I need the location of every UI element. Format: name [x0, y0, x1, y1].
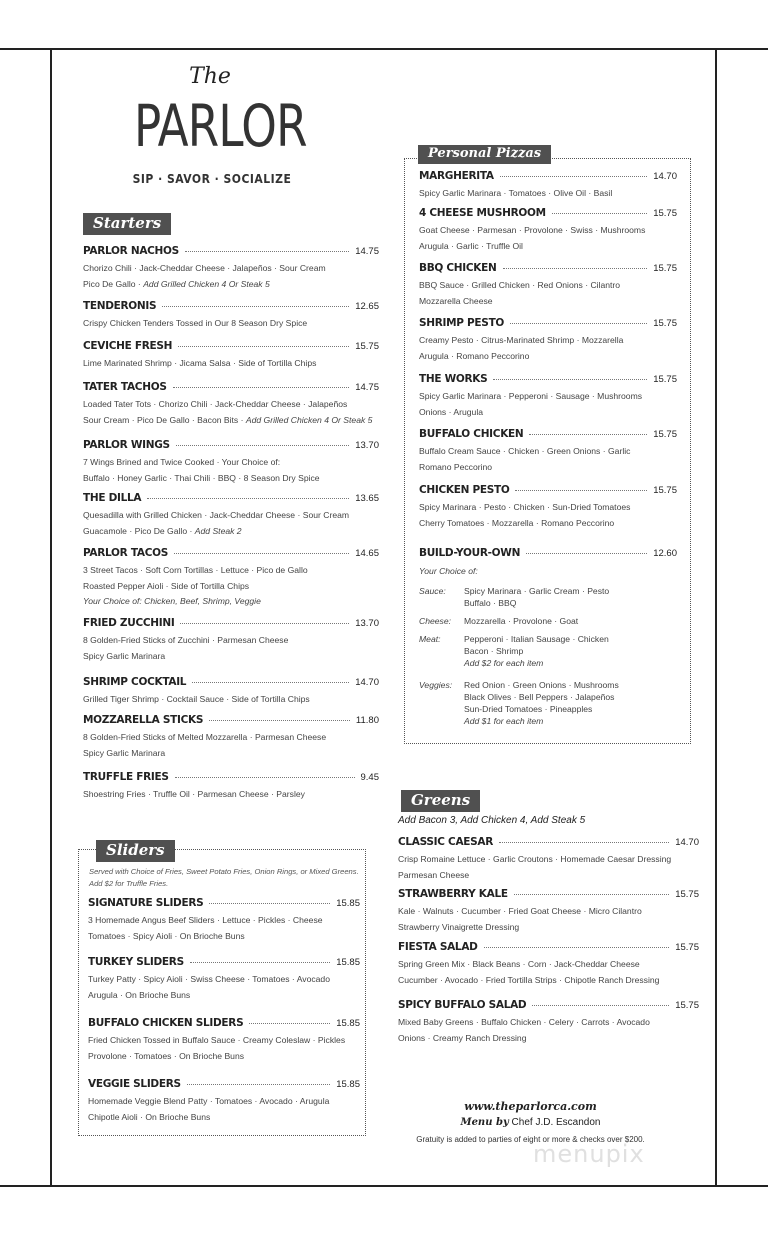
starters-item-name: PARLOR NACHOS: [83, 245, 179, 257]
pizzas-item-desc: [419, 186, 677, 202]
leader-dots: [249, 1023, 330, 1024]
desc-line-1: BBQ Sauce · Grilled Chicken · Red Onions · Cilantro: [419, 280, 621, 290]
leader-dots: [173, 387, 350, 388]
starters-item-desc: [83, 397, 379, 428]
pizzas-item-price: 15.75: [653, 263, 677, 274]
pizzas-item-price: 15.75: [653, 429, 677, 440]
footer-chef: Chef J.D. Escandon: [511, 1117, 601, 1128]
desc-line-1: Loaded Tater Tots · Chorizo Chili · Jack-Cheddar Cheese · Jalapeños: [83, 399, 348, 409]
starters-item-price: 11.80: [355, 715, 379, 726]
desc-line-1: Crisp Romaine Lettuce · Garlic Croutons · Homemade Caesar Dressing: [398, 854, 672, 864]
sliders-heading: Sliders: [96, 840, 175, 862]
desc-line-1: 3 Street Tacos · Soft Corn Tortillas · Lettuce · Pico de Gallo: [83, 565, 308, 575]
pizzas-item-desc: [419, 500, 677, 531]
greens-item-name: STRAWBERRY KALE: [398, 888, 508, 900]
sliders-item: [88, 956, 360, 1003]
desc-line-2-text: Sour Cream · Pico De Gallo · Bacon Bits ·: [83, 414, 246, 425]
desc-line-2-addon: Add Grilled Chicken 4 Or Steak 5: [245, 414, 373, 425]
sliders-item: [88, 1017, 360, 1064]
desc-line-2: [419, 460, 677, 476]
starters-item: [83, 492, 379, 539]
desc-line-2: [398, 920, 699, 936]
greens-item-price: 15.75: [675, 1000, 699, 1011]
leader-dots: [503, 268, 648, 269]
greens-item-desc: [398, 1015, 699, 1046]
sliders-item-desc: [88, 913, 360, 944]
pizzas-item: [419, 484, 677, 531]
footer-url: www.theparlorca.com: [464, 1100, 597, 1113]
desc-line-1: 8 Golden-Fried Sticks of Zucchini · Parmesan Cheese: [83, 635, 289, 645]
pizzas-item-desc: [419, 333, 677, 364]
greens-item-name: SPICY BUFFALO SALAD: [398, 999, 527, 1011]
leader-dots: [185, 251, 349, 252]
pizzas-item-desc: [419, 223, 677, 254]
pizzas-item-name: MARGHERITA: [419, 170, 494, 182]
desc-line-2: [88, 1110, 360, 1126]
sliders-item-name: VEGGIE SLIDERS: [88, 1078, 181, 1090]
desc-line-2-text: Arugula · Romano Peccorino: [419, 350, 530, 361]
byo-sauce-line-2: Buffalo · BBQ: [464, 598, 517, 608]
byo-meat-label: Meat:: [419, 634, 441, 644]
starters-item-name: TATER TACHOS: [83, 381, 167, 393]
byo-cheese-label: Cheese:: [419, 616, 452, 626]
greens-item-name: CLASSIC CAESAR: [398, 836, 494, 848]
greens-item: [398, 941, 699, 988]
desc-line-1: Lime Marinated Shrimp · Jicama Salsa · Side of Tortilla Chips: [83, 358, 317, 368]
byo-veg-label: Veggies:: [419, 680, 453, 690]
starters-item-desc: [83, 563, 379, 610]
desc-line-2-text: Onions · Creamy Ranch Dressing: [398, 1032, 527, 1043]
pizzas-item-desc: [419, 444, 677, 475]
desc-line-1: Quesadilla with Grilled Chicken · Jack-Cheddar Cheese · Sour Cream: [83, 510, 350, 520]
pizzas-item-desc: [419, 389, 677, 420]
brand-tagline: SIP · SAVOR · SOCIALIZE: [132, 172, 292, 186]
starters-item: [83, 340, 379, 372]
desc-line-1: Grilled Tiger Shrimp · Cocktail Sauce · Side of Tortilla Chips: [83, 694, 310, 704]
starters-item-desc: [83, 316, 379, 332]
starters-item-desc: [83, 787, 379, 803]
desc-line-2-text: Provolone · Tomatoes · On Brioche Buns: [88, 1050, 245, 1061]
starters-item: [83, 714, 379, 761]
desc-line-2: [83, 277, 379, 293]
desc-line-2: [419, 294, 677, 310]
desc-line-1: Chorizo Chili · Jack-Cheddar Cheese · Jalapeños · Sour Cream: [83, 263, 326, 273]
greens-item-desc: [398, 904, 699, 935]
desc-line-2-text: Cherry Tomatoes · Mozzarella · Romano Peccorino: [419, 517, 615, 528]
pizzas-item-name: SHRIMP PESTO: [419, 317, 505, 329]
greens-item: [398, 836, 699, 883]
leader-dots: [552, 213, 647, 214]
leader-dots: [209, 903, 330, 904]
desc-line-2: [83, 471, 379, 487]
leader-dots: [510, 323, 647, 324]
greens-item-name: FIESTA SALAD: [398, 941, 478, 953]
pizzas-item: [419, 262, 677, 309]
sliders-item-name: SIGNATURE SLIDERS: [88, 897, 204, 909]
pizzas-item-desc: [419, 278, 677, 309]
starters-item-desc: [83, 261, 379, 292]
starters-item-name: PARLOR WINGS: [83, 439, 170, 451]
desc-line-2-text: Buffalo · Honey Garlic · Thai Chili · BBQ · 8 Season Dry Spice: [83, 472, 320, 483]
starters-item-desc: [83, 356, 379, 372]
starters-item-price: 12.65: [355, 301, 379, 312]
pizzas-item: [419, 373, 677, 420]
leader-dots: [180, 623, 349, 624]
starters-item: [83, 676, 379, 708]
desc-line-1: 3 Homemade Angus Beef Sliders · Lettuce · Pickles · Cheese: [88, 915, 323, 925]
desc-line-1: Spicy Garlic Marinara · Pepperoni · Sausage · Mushrooms: [419, 391, 643, 401]
byo-meat-line-3: Add $2 for each item: [464, 658, 544, 668]
sliders-item-price: 15.85: [336, 1079, 360, 1090]
starters-item-desc: [83, 692, 379, 708]
byo-veg-line-1: Red Onion · Green Onions · Mushrooms: [464, 680, 619, 690]
pizzas-item-price: 15.75: [653, 318, 677, 329]
leader-dots: [174, 553, 349, 554]
greens-item-price: 15.75: [675, 942, 699, 953]
starters-item-price: 14.75: [355, 246, 379, 257]
desc-line-2: [398, 868, 699, 884]
byo-leader-dots: [526, 553, 647, 554]
desc-line-2: [88, 929, 360, 945]
frame-top-rule: [0, 48, 768, 50]
sliders-item: [88, 897, 360, 944]
sliders-item-price: 15.85: [336, 957, 360, 968]
leader-dots: [192, 682, 349, 683]
leader-dots: [500, 176, 648, 177]
starters-item-name: PARLOR TACOS: [83, 547, 168, 559]
desc-line-2-text: Cucumber · Avocado · Fried Tortilla Strips · Chipotle Ranch Dressing: [398, 974, 660, 985]
starters-item-price: 14.70: [355, 677, 379, 688]
byo-name: BUILD-YOUR-OWN: [419, 547, 521, 559]
brand-the: The: [189, 64, 231, 89]
starters-item-name: SHRIMP COCKTAIL: [83, 676, 187, 688]
sliders-note-2: Add $2 for Truffle Fries.: [89, 879, 169, 888]
leader-dots: [514, 894, 670, 895]
desc-line-2-text: Strawberry Vinaigrette Dressing: [398, 921, 520, 932]
byo-meat-line-2: Bacon · Shrimp: [464, 646, 524, 656]
desc-line-1: Crispy Chicken Tenders Tossed in Our 8 Season Dry Spice: [83, 318, 308, 328]
frame-bottom-rule: [0, 1185, 768, 1187]
sliders-item: [88, 1078, 360, 1125]
leader-dots: [190, 962, 330, 963]
leader-dots: [209, 720, 350, 721]
desc-line-2-text: Guacamole · Pico De Gallo ·: [83, 525, 195, 536]
desc-line-1: 8 Golden-Fried Sticks of Melted Mozzarella · Parmesan Cheese: [83, 732, 327, 742]
byo-sauce-line-1: Spicy Marinara · Garlic Cream · Pesto: [464, 586, 610, 596]
desc-line-2-text: Pico De Gallo ·: [83, 278, 144, 289]
desc-line-2-text: Tomatoes · Spicy Aioli · On Brioche Buns: [88, 930, 245, 941]
desc-line-2-text: Roasted Pepper Aioli · Side of Tortilla Chips: [83, 580, 250, 591]
starters-item-name: THE DILLA: [83, 492, 142, 504]
leader-dots: [178, 346, 349, 347]
desc-line-1: Turkey Patty · Spicy Aioli · Swiss Cheese · Tomatoes · Avocado: [88, 974, 330, 984]
desc-line-3: Your Choice of: Chicken, Beef, Shrimp, Veggie: [83, 596, 261, 606]
desc-line-2-text: Romano Peccorino: [419, 461, 493, 472]
desc-line-2: [83, 579, 379, 595]
greens-item-desc: [398, 957, 699, 988]
pizzas-item-name: BBQ CHICKEN: [419, 262, 497, 274]
pizzas-item: [419, 317, 677, 364]
pizzas-item: [419, 428, 677, 475]
starters-item-price: 14.75: [355, 382, 379, 393]
desc-line-2: [88, 988, 360, 1004]
starters-item-name: FRIED ZUCCHINI: [83, 617, 175, 629]
starters-heading: Starters: [83, 213, 171, 235]
starters-item-desc: [83, 633, 379, 664]
byo-price: 12.60: [653, 548, 677, 559]
starters-item-name: MOZZARELLA STICKS: [83, 714, 204, 726]
footer-gratuity: Gratuity is added to parties of eight or more & checks over $200.: [416, 1135, 645, 1144]
starters-item-desc: [83, 455, 379, 486]
starters-item-price: 13.70: [355, 618, 379, 629]
pizzas-item-price: 15.75: [653, 208, 677, 219]
greens-heading: Greens: [401, 790, 480, 812]
desc-line-1: Spicy Marinara · Pesto · Chicken · Sun-Dried Tomatoes: [419, 502, 631, 512]
leader-dots: [147, 498, 349, 499]
starters-item: [83, 771, 379, 803]
desc-line-2: [88, 1049, 360, 1065]
desc-line-1: Kale · Walnuts · Cucumber · Fried Goat Cheese · Micro Cilantro: [398, 906, 642, 916]
desc-line-2-text: Arugula · Garlic · Truffle Oil: [419, 240, 523, 251]
pizzas-heading: Personal Pizzas: [418, 145, 551, 164]
byo-veg-line-3: Sun-Dried Tomatoes · Pineapples: [464, 704, 593, 714]
byo-item: [419, 547, 677, 559]
pizzas-item-name: BUFFALO CHICKEN: [419, 428, 524, 440]
desc-line-1: Spring Green Mix · Black Beans · Corn · Jack-Cheddar Cheese: [398, 959, 640, 969]
desc-line-2: [83, 649, 379, 665]
byo-veg-line-2: Black Olives · Bell Peppers · Jalapeños: [464, 692, 615, 702]
pizzas-item-name: THE WORKS: [419, 373, 488, 385]
starters-item-name: CEVICHE FRESH: [83, 340, 173, 352]
desc-line-2: [398, 1031, 699, 1047]
frame-left-rule: [50, 48, 52, 1187]
desc-line-1: Mixed Baby Greens · Buffalo Chicken · Celery · Carrots · Avocado: [398, 1017, 650, 1027]
starters-item-price: 13.65: [355, 493, 379, 504]
desc-line-2-addon: Add Grilled Chicken 4 Or Steak 5: [143, 278, 270, 289]
greens-item: [398, 888, 699, 935]
footer-menu-by: Menu by: [460, 1117, 509, 1128]
sliders-item-price: 15.85: [336, 1018, 360, 1029]
desc-line-2-text: Onions · Arugula: [419, 406, 484, 417]
starters-item-price: 14.65: [355, 548, 379, 559]
desc-line-2-addon: Add Steak 2: [194, 525, 242, 536]
desc-line-1: Fried Chicken Tossed in Buffalo Sauce · Creamy Coleslaw · Pickles: [88, 1035, 346, 1045]
leader-dots: [162, 306, 349, 307]
starters-item-desc: [83, 730, 379, 761]
byo-veg-line-4: Add $1 for each item: [464, 716, 544, 726]
sliders-item-desc: [88, 1094, 360, 1125]
sliders-item-desc: [88, 1033, 360, 1064]
leader-dots: [532, 1005, 669, 1006]
sliders-note: Served with Choice of Fries, Sweet Potato Fries, Onion Rings, or Mixed Greens.: [89, 867, 359, 876]
desc-line-1: Homemade Veggie Blend Patty · Tomatoes · Avocado · Arugula: [88, 1096, 330, 1106]
pizzas-item-name: 4 CHEESE MUSHROOM: [419, 207, 546, 219]
byo-meat-line-1: Pepperoni · Italian Sausage · Chicken: [464, 634, 609, 644]
byo-sauce-label: Sauce:: [419, 586, 446, 596]
starters-item-price: 13.70: [355, 440, 379, 451]
greens-note: Add Bacon 3, Add Chicken 4, Add Steak 5: [398, 815, 586, 826]
watermark-logo: menupix: [533, 1140, 645, 1168]
greens-item-price: 15.75: [675, 889, 699, 900]
byo-choice: Your Choice of:: [419, 566, 478, 576]
pizzas-item-price: 15.75: [653, 485, 677, 496]
desc-line-2-text: Spicy Garlic Marinara: [83, 650, 166, 661]
desc-line-1: Goat Cheese · Parmesan · Provolone · Swiss · Mushrooms: [419, 225, 646, 235]
desc-line-2: [398, 973, 699, 989]
sliders-item-price: 15.85: [336, 898, 360, 909]
desc-line-2: [83, 524, 379, 540]
pizzas-item-price: 14.70: [653, 171, 677, 182]
starters-item: [83, 617, 379, 664]
sliders-item-name: TURKEY SLIDERS: [88, 956, 184, 968]
byo-cheese-line-1: Mozzarella · Provolone · Goat: [464, 616, 579, 626]
starters-item: [83, 300, 379, 332]
desc-line-2: [419, 516, 677, 532]
starters-item-name: TENDERONIS: [83, 300, 157, 312]
desc-line-2-text: Arugula · On Brioche Buns: [88, 989, 191, 1000]
desc-line-2-text: Parmesan Cheese: [398, 869, 470, 880]
desc-line-2: [83, 413, 379, 429]
starters-item-desc: [83, 508, 379, 539]
footer-chef-line: [398, 1117, 663, 1128]
desc-line-2: [419, 239, 677, 255]
desc-line-1: Spicy Garlic Marinara · Tomatoes · Olive Oil · Basil: [419, 188, 613, 198]
leader-dots: [493, 379, 647, 380]
desc-line-2-text: Chipotle Aioli · On Brioche Buns: [88, 1111, 211, 1122]
greens-item-desc: [398, 852, 699, 883]
desc-line-2: [83, 746, 379, 762]
frame-right-rule: [715, 48, 717, 1187]
desc-line-2-text: Spicy Garlic Marinara: [83, 747, 166, 758]
desc-line-1: 7 Wings Brined and Twice Cooked · Your Choice of:: [83, 457, 281, 467]
pizzas-item-name: CHICKEN PESTO: [419, 484, 510, 496]
greens-item-price: 14.70: [675, 837, 699, 848]
leader-dots: [499, 842, 669, 843]
leader-dots: [175, 777, 355, 778]
desc-line-1: Shoestring Fries · Truffle Oil · Parmesan Cheese · Parsley: [83, 789, 305, 799]
starters-item: [83, 381, 379, 428]
greens-item: [398, 999, 699, 1046]
desc-line-1: Buffalo Cream Sauce · Chicken · Green Onions · Garlic: [419, 446, 631, 456]
starters-item-price: 15.75: [355, 341, 379, 352]
starters-item: [83, 439, 379, 486]
leader-dots: [529, 434, 647, 435]
brand-name: PARLOR: [134, 92, 307, 160]
desc-line-1: Creamy Pesto · Citrus-Marinated Shrimp · Mozzarella: [419, 335, 624, 345]
starters-item: [83, 547, 379, 610]
starters-item-price: 9.45: [360, 772, 379, 783]
leader-dots: [515, 490, 647, 491]
sliders-item-name: BUFFALO CHICKEN SLIDERS: [88, 1017, 244, 1029]
desc-line-2-text: Mozzarella Cheese: [419, 295, 493, 306]
starters-item-name: TRUFFLE FRIES: [83, 771, 169, 783]
starters-item: [83, 245, 379, 292]
pizzas-item-price: 15.75: [653, 374, 677, 385]
leader-dots: [187, 1084, 330, 1085]
desc-line-2: [419, 349, 677, 365]
sliders-item-desc: [88, 972, 360, 1003]
leader-dots: [176, 445, 349, 446]
desc-line-2: [419, 405, 677, 421]
pizzas-item: [419, 207, 677, 254]
pizzas-item: [419, 170, 677, 202]
leader-dots: [484, 947, 670, 948]
